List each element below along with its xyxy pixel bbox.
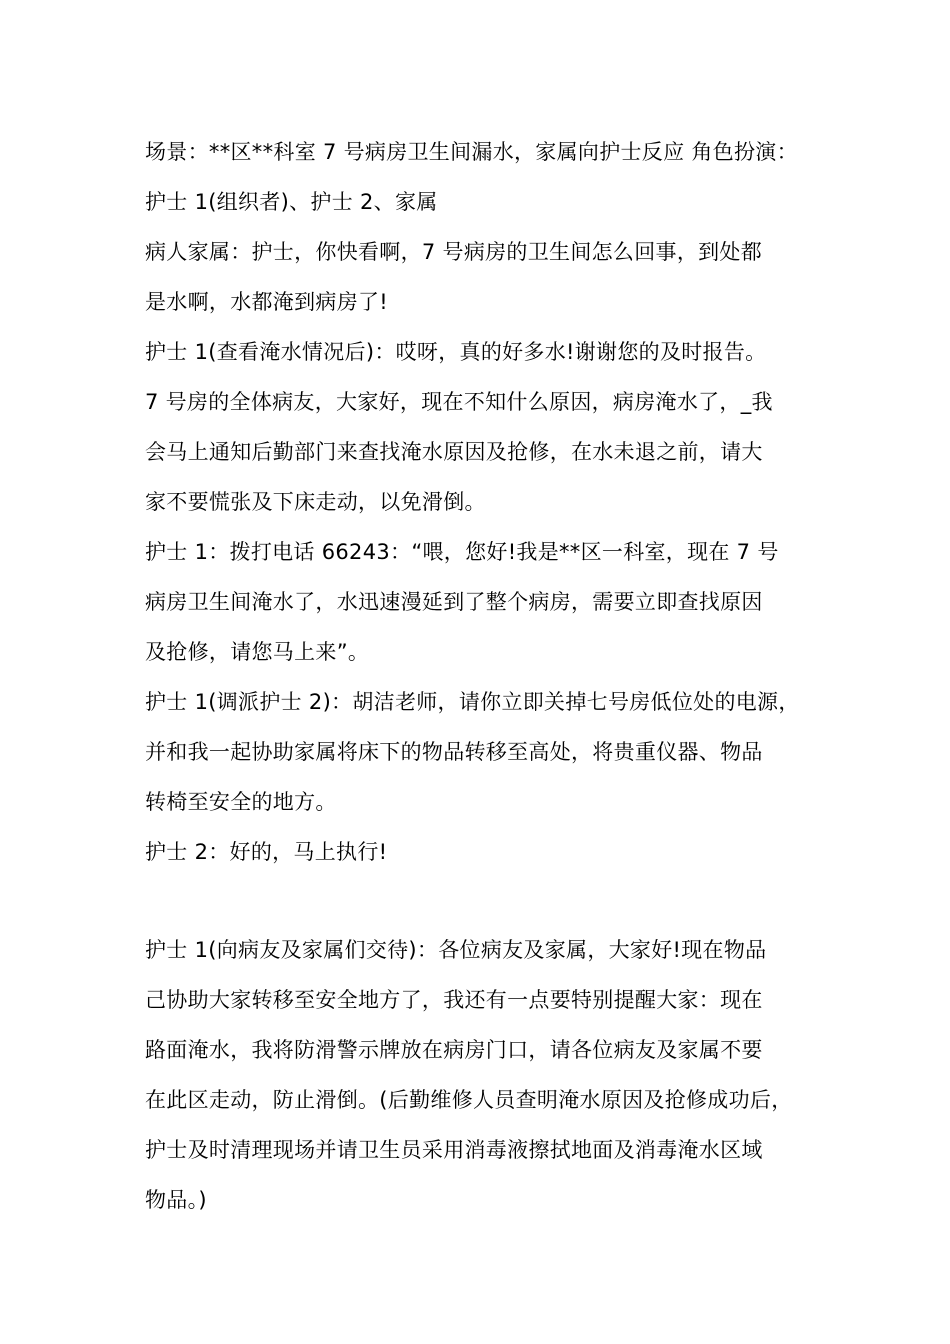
text-line-4: 是水啊，水都淹到病房了! (145, 290, 389, 314)
text-line-9: 护士 1：拨打电话 66243：“喂，您好!我是**区一科室，现在 7 号 (145, 540, 779, 564)
text-line-16: 护士 1(向病友及家属们交待)：各位病友及家属，大家好!现在物品 (145, 938, 767, 962)
text-line-15: 护士 2：好的，马上执行! (145, 840, 388, 864)
text-line-7: 会马上通知后勤部门来查找淹水原因及抢修，在水未退之前，请大 (145, 440, 763, 464)
text-line-3: 病人家属：护士，你快看啊，7 号病房的卫生间怎么回事，到处都 (145, 240, 763, 264)
text-line-1: 场景：**区**科室 7 号病房卫生间漏水，家属向护士反应 角色扮演： (145, 140, 798, 164)
text-line-8: 家不要慌张及下床走动，以免滑倒。 (145, 490, 486, 514)
text-line-5: 护士 1(查看淹水情况后)：哎呀，真的好多水!谢谢您的及时报告。 (145, 340, 767, 364)
text-line-18: 路面淹水，我将防滑警示牌放在病房门口，请各位病友及家属不要 (145, 1038, 763, 1062)
text-line-17: 己协助大家转移至安全地方了，我还有一点要特别提醒大家：现在 (145, 988, 763, 1012)
text-line-11: 及抢修，请您马上来”。 (145, 640, 370, 664)
text-line-20: 护士及时清理现场并请卫生员采用消毒液擦拭地面及消毒淹水区域 (145, 1138, 763, 1162)
text-line-12: 护士 1(调派护士 2)：胡洁老师，请你立即关掉七号房低位处的电源， (145, 690, 800, 714)
text-line-21: 物品。) (145, 1188, 207, 1212)
text-line-14: 转椅至安全的地方。 (145, 790, 337, 814)
text-line-19: 在此区走动，防止滑倒。(后勤维修人员查明淹水原因及抢修成功后， (145, 1088, 793, 1112)
text-line-13: 并和我一起协助家属将床下的物品转移至高处，将贵重仪器、物品 (145, 740, 763, 764)
text-line-2: 护士 1(组织者)、护士 2、家属 (145, 190, 438, 214)
text-line-6: 7 号房的全体病友，大家好，现在不知什么原因，病房淹水了，_我 (145, 390, 773, 414)
text-line-10: 病房卫生间淹水了，水迅速漫延到了整个病房，需要立即查找原因 (145, 590, 763, 614)
